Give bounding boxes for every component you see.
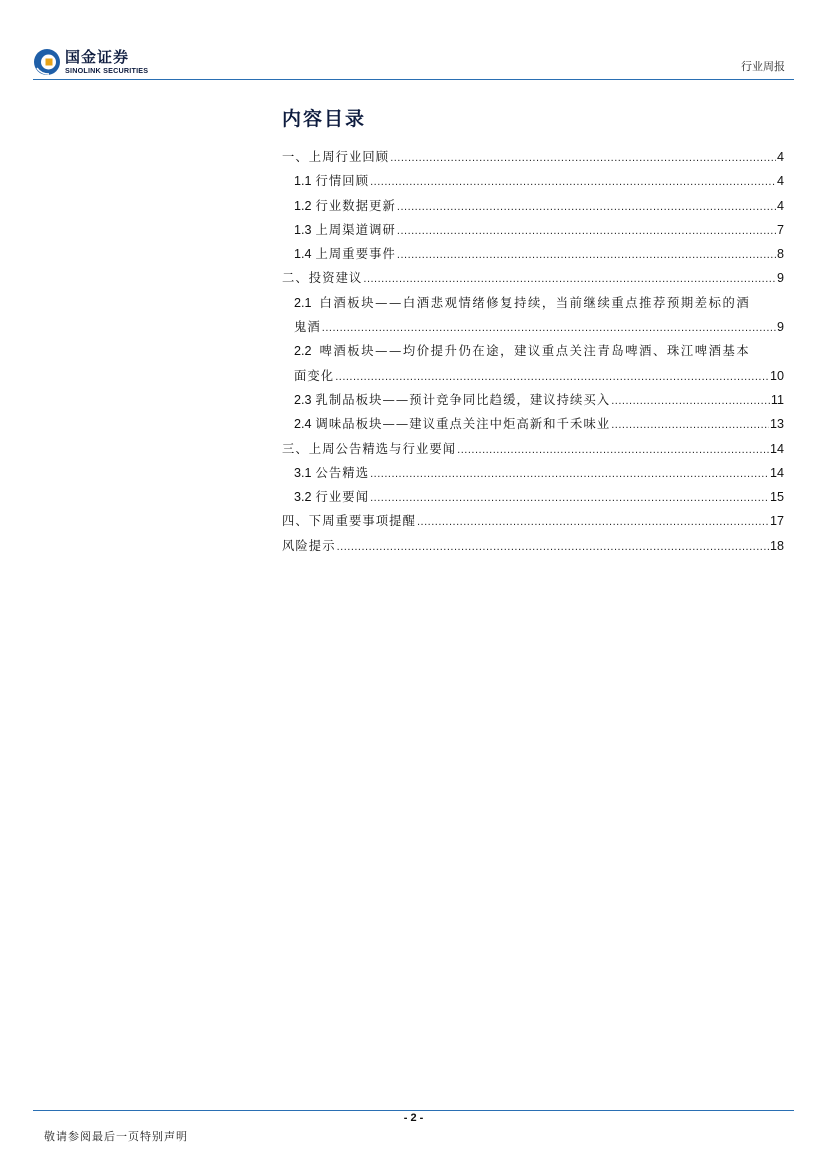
toc-title: 内容目录 <box>282 108 367 130</box>
toc-entry-continuation[interactable] <box>282 315 784 339</box>
toc-entry-page: 14 <box>769 465 784 480</box>
toc-leader-dots <box>390 145 776 170</box>
toc-entry-number: 2.1 <box>294 295 312 310</box>
toc-entry-text: 一、上周行业回顾 <box>282 150 390 164</box>
toc-entry-first-line[interactable] <box>282 291 784 315</box>
toc-entry[interactable] <box>282 266 784 290</box>
toc-leader-dots <box>397 218 776 243</box>
toc-entry[interactable] <box>282 218 784 242</box>
toc-entry-text: 上周渠道调研 <box>315 222 396 237</box>
toc-entry-number: 2.3 <box>294 392 312 407</box>
toc-entry-text: 乳制品板块——预计竞争同比趋缓，建议持续买入 <box>315 392 611 407</box>
toc-entry[interactable] <box>282 485 784 509</box>
toc-entry-number: 3.2 <box>294 490 312 505</box>
toc-entry-text: 调味品板块——建议重点关注中炬高新和千禾味业 <box>315 417 611 432</box>
toc-entry-continuation[interactable] <box>282 364 784 388</box>
toc-leader-dots <box>457 437 769 462</box>
toc-leader-dots <box>363 266 776 291</box>
toc-entry-text-continued: 面变化 <box>294 368 335 383</box>
toc-entry[interactable] <box>282 509 784 533</box>
toc-entry[interactable] <box>282 145 784 169</box>
toc-entry-text: 二、投资建议 <box>282 271 363 286</box>
toc-leader-dots <box>611 388 770 413</box>
toc-entry-page: 15 <box>769 490 784 505</box>
toc-entry-page: 9 <box>776 271 784 286</box>
toc-entry-number: 2.2 <box>294 344 312 359</box>
toc-entry[interactable] <box>282 169 784 193</box>
toc-entry-page: 4 <box>776 198 784 213</box>
toc-entry[interactable] <box>282 412 784 436</box>
toc-entry-page: 13 <box>769 417 784 432</box>
toc-entry-text: 行业数据更新 <box>315 198 396 213</box>
toc-entry[interactable] <box>282 437 784 461</box>
toc-leader-dots <box>417 509 769 534</box>
toc-leader-dots <box>322 315 776 340</box>
toc-entry-text: 风险提示 <box>282 538 336 553</box>
toc-entry[interactable] <box>282 534 784 558</box>
toc-leader-dots <box>337 534 769 559</box>
toc-leader-dots <box>397 194 776 219</box>
page-header <box>0 0 827 82</box>
toc-leader-dots <box>370 485 769 510</box>
toc-entry-number: 1.2 <box>294 198 312 213</box>
sinolink-logo-icon <box>33 48 61 76</box>
toc-entry-page: 18 <box>769 538 784 553</box>
toc-leader-dots <box>370 169 776 194</box>
toc-entry[interactable] <box>282 461 784 485</box>
footer-divider <box>33 1110 794 1111</box>
toc-entry-text: 三、上周公告精选与行业要闻 <box>282 441 457 456</box>
report-type-label: 行业周报 <box>741 60 785 73</box>
company-logo <box>33 47 148 77</box>
toc-entry[interactable] <box>282 242 784 266</box>
toc-entry-number: 2.4 <box>294 417 312 432</box>
toc-entry[interactable] <box>282 388 784 412</box>
toc-entry-page: 11 <box>770 392 784 407</box>
logo-english-name: SINOLINK SECURITIES <box>65 66 149 75</box>
toc-entry-page: 4 <box>776 174 784 189</box>
toc-entry-page: 17 <box>769 514 784 529</box>
toc-entry-page: 4 <box>776 150 784 164</box>
footer-disclaimer: 敬请参阅最后一页特别声明 <box>44 1130 188 1143</box>
toc-entry-number: 3.1 <box>294 465 312 480</box>
toc-leader-dots <box>335 364 769 389</box>
toc-entry-text: 行业要闻 <box>315 490 370 505</box>
toc-entry-page: 8 <box>776 247 784 262</box>
toc-entry-number: 1.1 <box>294 174 312 189</box>
toc-entry-text: 四、下周重要事项提醒 <box>282 514 416 529</box>
toc-entry-page: 14 <box>769 441 784 456</box>
toc-entry-text: 啤酒板块——均价提升仍在途，建议重点关注青岛啤酒、珠江啤酒基本 <box>319 344 751 359</box>
toc-leader-dots <box>397 242 776 267</box>
toc-entry-number: 1.3 <box>294 222 312 237</box>
toc-leader-dots <box>611 412 769 437</box>
table-of-contents <box>282 104 784 558</box>
logo-chinese-name: 国金证券 <box>65 48 130 66</box>
toc-entry-text: 行情回顾 <box>315 174 370 189</box>
toc-leader-dots <box>370 461 769 486</box>
toc-entry[interactable] <box>282 194 784 218</box>
toc-entry-text: 公告精选 <box>315 465 370 480</box>
toc-entry-text-continued: 鬼酒 <box>294 320 321 335</box>
toc-entry-page: 9 <box>776 320 784 335</box>
toc-entry-text: 白酒板块——白酒悲观情绪修复持续，当前继续重点推荐预期差标的酒 <box>319 295 751 310</box>
toc-entry-page: 10 <box>769 368 784 383</box>
toc-entry-page: 7 <box>776 222 784 237</box>
header-divider <box>33 79 794 80</box>
toc-entry-number: 1.4 <box>294 247 312 262</box>
toc-entry-text: 上周重要事件 <box>315 247 396 262</box>
toc-entry-first-line[interactable] <box>282 339 784 363</box>
page-number: - 2 - <box>403 1112 424 1124</box>
